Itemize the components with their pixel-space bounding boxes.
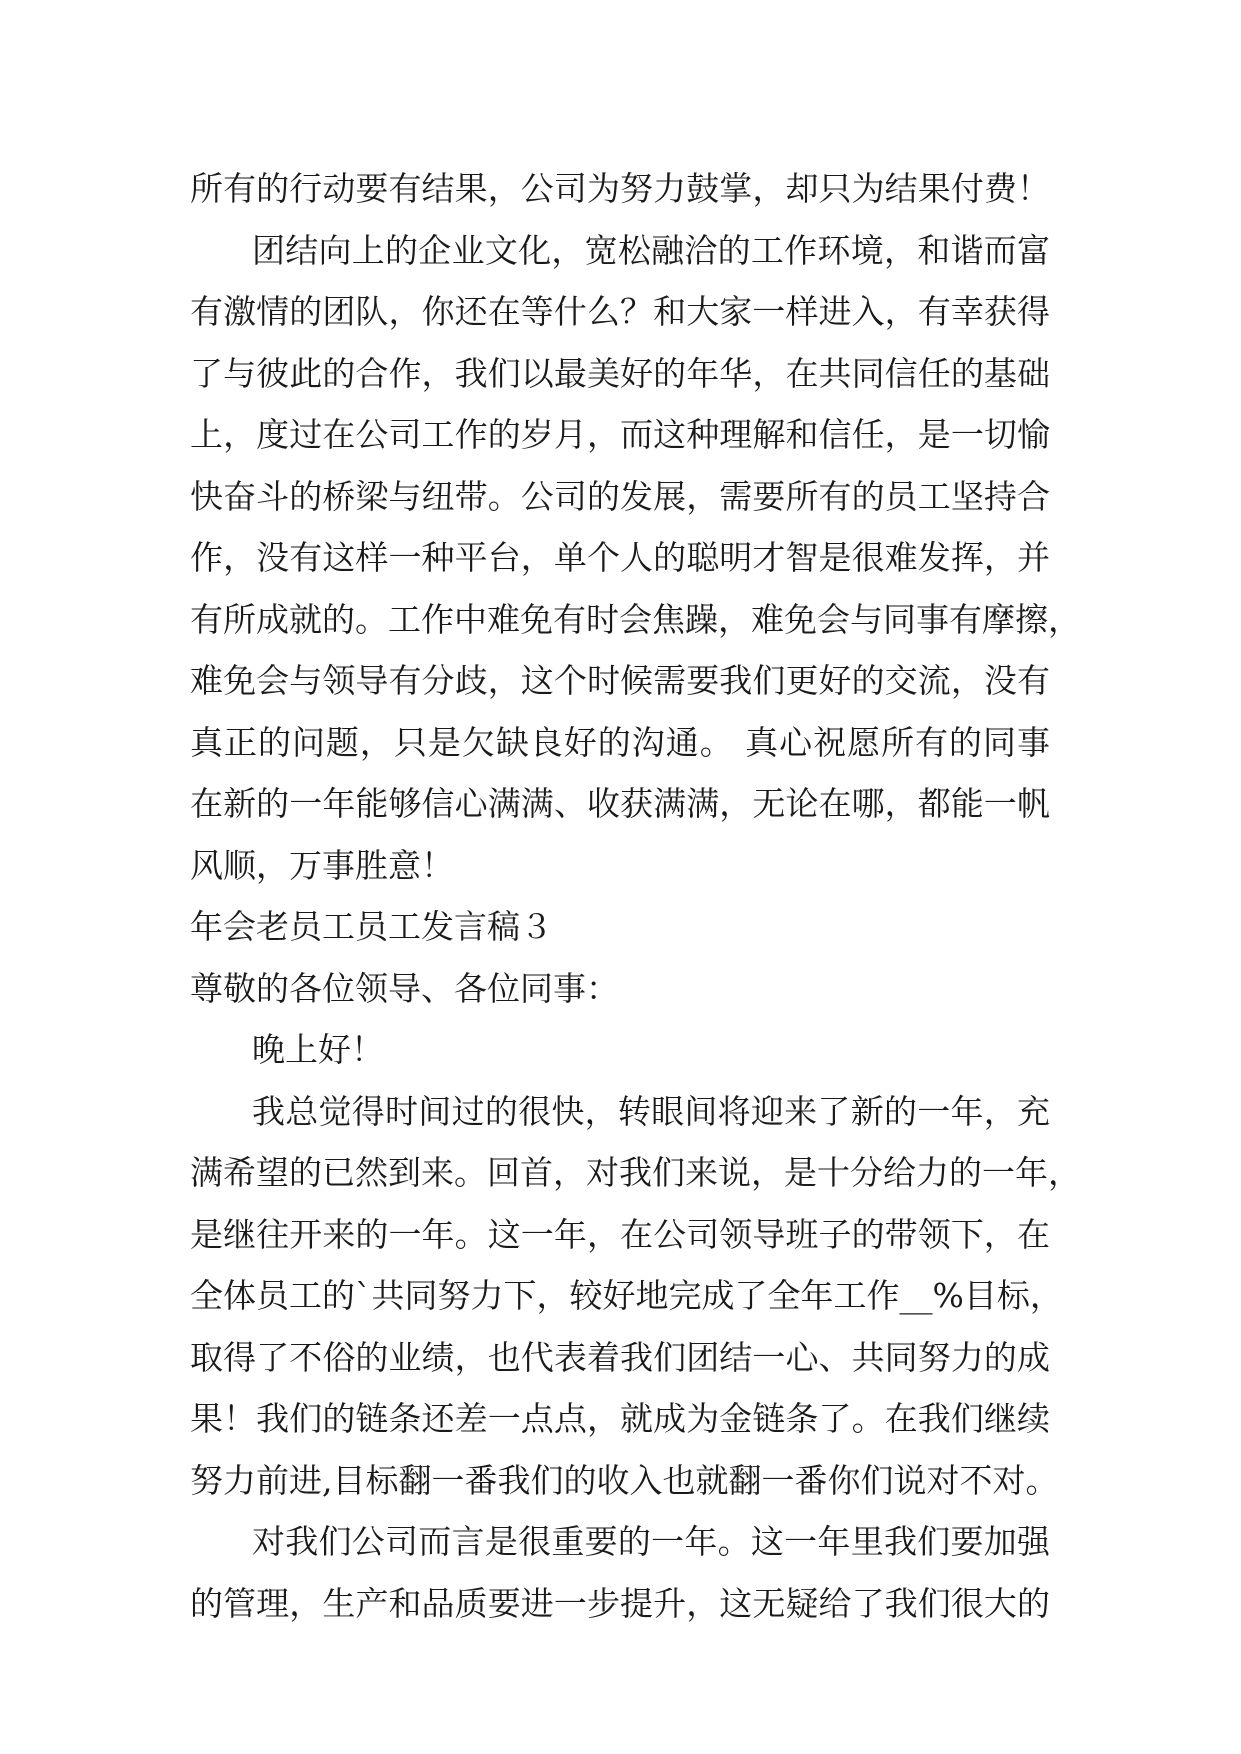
text-line: 作，没有这样一种平台，单个人的聪明才智是很难发挥，并 bbox=[190, 538, 1050, 577]
text-line: 快奋斗的桥梁与纽带。公司的发展，需要所有的员工坚持合 bbox=[190, 476, 1050, 516]
text-line: 风顺，万事胜意！ bbox=[190, 845, 454, 885]
text-line: 上，度过在公司工作的岁月，而这种理解和信任，是一切愉 bbox=[190, 415, 1050, 454]
text-line: 果！我们的链条还差一点点，就成为金链条了。在我们继续 bbox=[190, 1399, 1050, 1438]
salutation: 尊敬的各位领导、各位同事： bbox=[190, 968, 619, 1008]
text-line: 取得了不俗的业绩，也代表着我们团结一心、共同努力的成 bbox=[190, 1337, 1050, 1377]
document-page bbox=[190, 158, 1081, 1634]
greeting: 晚上好！ bbox=[252, 1030, 384, 1069]
text-line: 在新的一年能够信心满满、收获满满，无论在哪，都能一帆 bbox=[190, 784, 1050, 823]
text-line: 满希望的已然到来。回首，对我们来说，是十分给力的一年， bbox=[190, 1153, 1081, 1192]
paragraph-start-line: 团结向上的企业文化，宽松融洽的工作环境，和谐而富 bbox=[252, 230, 1050, 270]
text-line: 是继往开来的一年。这一年，在公司领导班子的带领下，在 bbox=[190, 1214, 1050, 1254]
text-line: 有所成就的。工作中难免有时会焦躁，难免会与同事有摩擦， bbox=[190, 599, 1081, 639]
text-line: 努力前进,目标翻一番我们的收入也就翻一番你们说对不对。 bbox=[190, 1460, 1059, 1500]
text-line: 真正的问题，只是欠缺良好的沟通。 真心祝愿所有的同事 bbox=[190, 722, 1050, 762]
paragraph-start-line: 对我们公司而言是很重要的一年。这一年里我们要加强 bbox=[252, 1522, 1050, 1561]
text-line: 了与彼此的合作，我们以最美好的年华，在共同信任的基础 bbox=[190, 353, 1050, 393]
text-line: 的管理，生产和品质要进一步提升，这无疑给了我们很大的 bbox=[190, 1583, 1050, 1623]
paragraph-start-line: 我总觉得时间过的很快，转眼间将迎来了新的一年，充 bbox=[252, 1091, 1050, 1131]
text-line: 全体员工的`共同努力下，较好地完成了全年工作__%目标， bbox=[190, 1276, 1063, 1315]
text-line: 所有的行动要有结果，公司为努力鼓掌，却只为结果付费！ bbox=[190, 169, 1050, 208]
text-line: 难免会与领导有分歧，这个时候需要我们更好的交流，没有 bbox=[190, 661, 1050, 700]
section-heading: 年会老员工员工发言稿３ bbox=[190, 907, 553, 946]
text-line: 有激情的团队，你还在等什么？和大家一样进入，有幸获得 bbox=[190, 292, 1050, 331]
